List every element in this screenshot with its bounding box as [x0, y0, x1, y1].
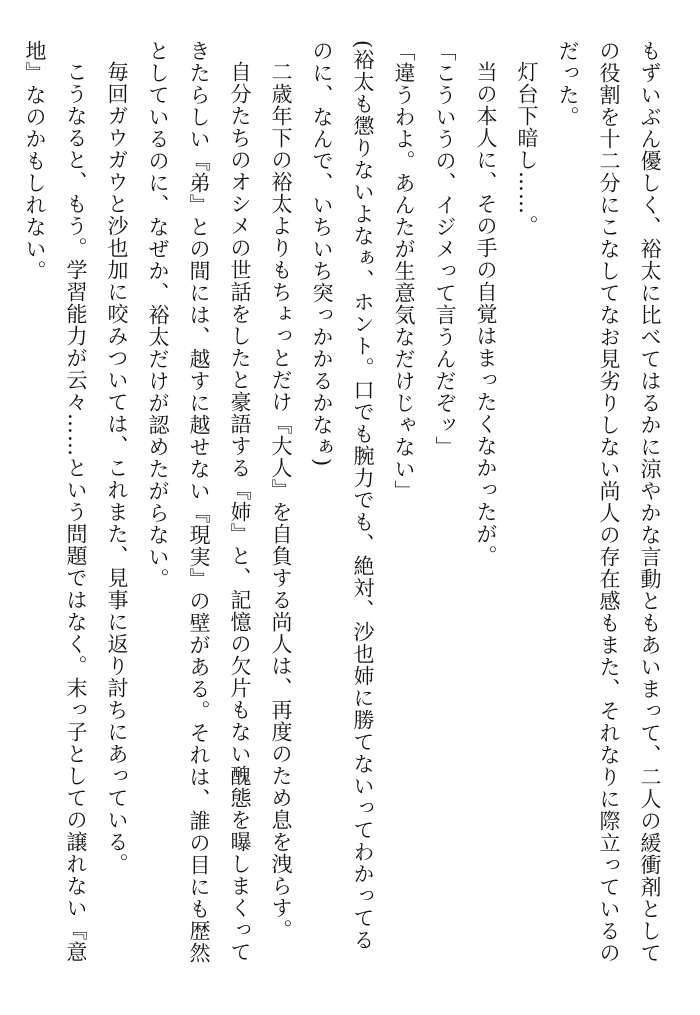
text-line: 当の本人に、その手の自覚はまったくなかったが。	[474, 61, 498, 567]
thought-line: のに、なんで、いちいち突っかかるかなぁ)	[310, 40, 334, 468]
vertical-text-body	[20, 40, 670, 990]
text-line: としているのに、なぜか、裕太だけが認めたがらない。	[146, 40, 170, 590]
text-line: 自分たちのオシメの世話をしたと豪語する『姉』と、記憶の欠片もない醜態を曝しまくって	[228, 61, 252, 963]
dialogue-line: 「違うわよ。あんたが生意気なだけじゃない」	[392, 40, 416, 502]
text-line: 灯台下暗し……。	[515, 61, 539, 237]
dialogue-line: 「こういうの、イジメって言うんだぞッ」	[433, 40, 457, 458]
thought-line: (裕太も懲りないよなぁ、ホント。口でも腕力でも、絶対、沙也姉に勝てないってわかってる	[351, 40, 375, 952]
text-line: 地』なのかもしれない。	[23, 40, 47, 282]
text-line: の役割を十二分にこなしてなお見劣りしない尚人の存在感もまた、それなりに際立っているの	[597, 40, 621, 964]
text-line: もずいぶん優しく、裕太に比べてはるかに涼やかな言動ともあいまって、二人の緩衝剤として	[638, 40, 662, 964]
text-line: こうなると、もう。学習能力が云々……という問題ではなく。末っ子としての譲れない『意	[64, 61, 88, 963]
text-line: きたらしい『弟』との間には、越すに越せない『現実』の壁がある。それは、誰の目にも歴然	[187, 40, 211, 964]
text-line: だった。	[556, 40, 580, 128]
text-line: 二歳年下の裕太よりもちょっとだけ『大人』を自負する尚人は、再度のため息を洩らす。	[269, 61, 293, 941]
text-line: 毎回ガウガウと沙也加に咬みついては、これまた、見事に返り討ちにあっている。	[105, 61, 129, 875]
